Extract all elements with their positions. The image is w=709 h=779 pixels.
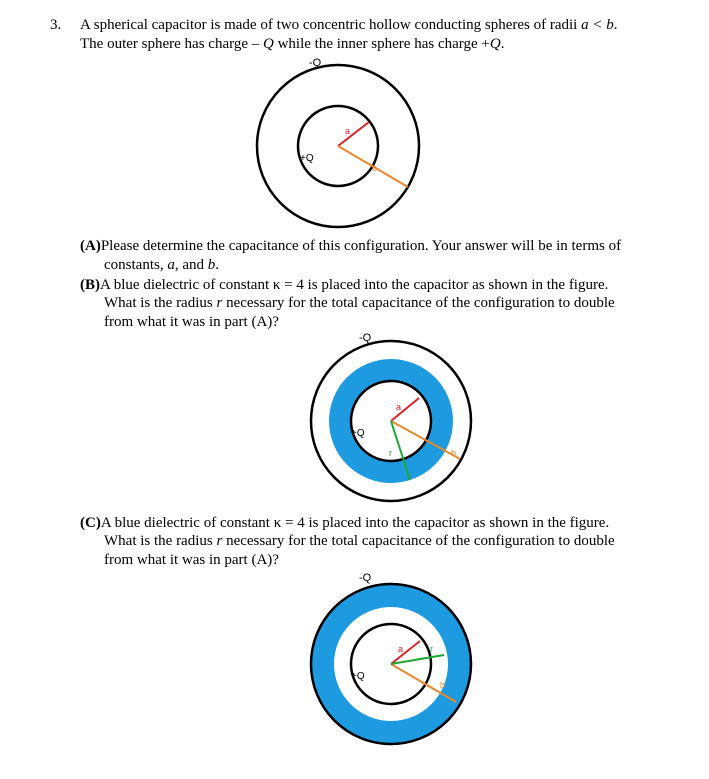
figure-capacitor-dielectric-outer <box>311 572 471 744</box>
part-b-label: (B) <box>80 277 100 293</box>
label-outer-charge: -Q <box>359 332 372 344</box>
part-a-text: , and <box>174 257 208 273</box>
part-b-line3: from what it was in part (A)? <box>104 314 279 330</box>
kappa-value: κ = 4 <box>273 515 305 531</box>
part-c-text: necessary for the total capacitance of the configuration to double <box>222 533 615 549</box>
var-q: Q <box>489 36 501 52</box>
intro-text: A spherical capacitor is made of two concentric hollow conducting spheres of radii <box>80 17 582 33</box>
part-b-text: What is the radius <box>104 295 217 311</box>
part-c-text: What is the radius <box>104 533 217 549</box>
var-r: r <box>216 295 223 311</box>
label-radius-b: b <box>372 163 378 173</box>
part-a-text: constants, <box>104 257 168 273</box>
figure-capacitor-dielectric-inner <box>311 332 471 501</box>
part-c-text: is placed into the capacitor as shown in the figure. <box>304 515 610 531</box>
label-radius-a: a <box>345 126 351 136</box>
intro-text: The outer sphere has charge – <box>80 36 263 52</box>
radius-a-line <box>338 122 369 146</box>
figure-capacitor-empty <box>257 57 419 227</box>
part-c-line3: from what it was in part (A)? <box>104 552 279 568</box>
intro-period: . <box>613 17 618 33</box>
label-radius-r: r <box>389 448 392 458</box>
label-radius-b: b <box>440 680 446 690</box>
var-q: Q <box>262 36 274 52</box>
label-outer-charge: -Q <box>359 572 372 584</box>
var-b: b <box>207 257 216 273</box>
part-b-text: is placed into the capacitor as shown in the figure. <box>303 277 609 293</box>
part-c-text: A blue dielectric of constant <box>100 515 274 531</box>
part-c-label: (C) <box>80 515 101 531</box>
part-a-text: . <box>215 257 219 273</box>
label-inner-charge: +Q <box>351 428 365 439</box>
label-outer-charge: -Q <box>309 57 322 69</box>
label-radius-r: r <box>430 644 433 654</box>
label-radius-a: a <box>398 644 404 654</box>
part-b-text: necessary for the total capacitance of the configuration to double <box>222 295 615 311</box>
intro-period: . <box>500 36 505 52</box>
label-inner-charge: +Q <box>300 153 314 164</box>
kappa-value: κ = 4 <box>272 277 304 293</box>
problem-number: 3. <box>50 17 62 33</box>
label-radius-b: b <box>451 448 457 458</box>
var-a: a <box>167 257 175 273</box>
inequality-a-b: a < b <box>581 17 614 33</box>
intro-text: while the inner sphere has charge + <box>273 36 490 52</box>
part-a-text: Please determine the capacitance of this configuration. Your answer will be in terms of <box>100 238 622 254</box>
var-r: r <box>216 533 223 549</box>
label-radius-a: a <box>396 402 402 412</box>
label-inner-charge: +Q <box>351 671 365 682</box>
part-a-label: (A) <box>80 238 101 254</box>
part-b-text: A blue dielectric of constant <box>100 277 273 293</box>
